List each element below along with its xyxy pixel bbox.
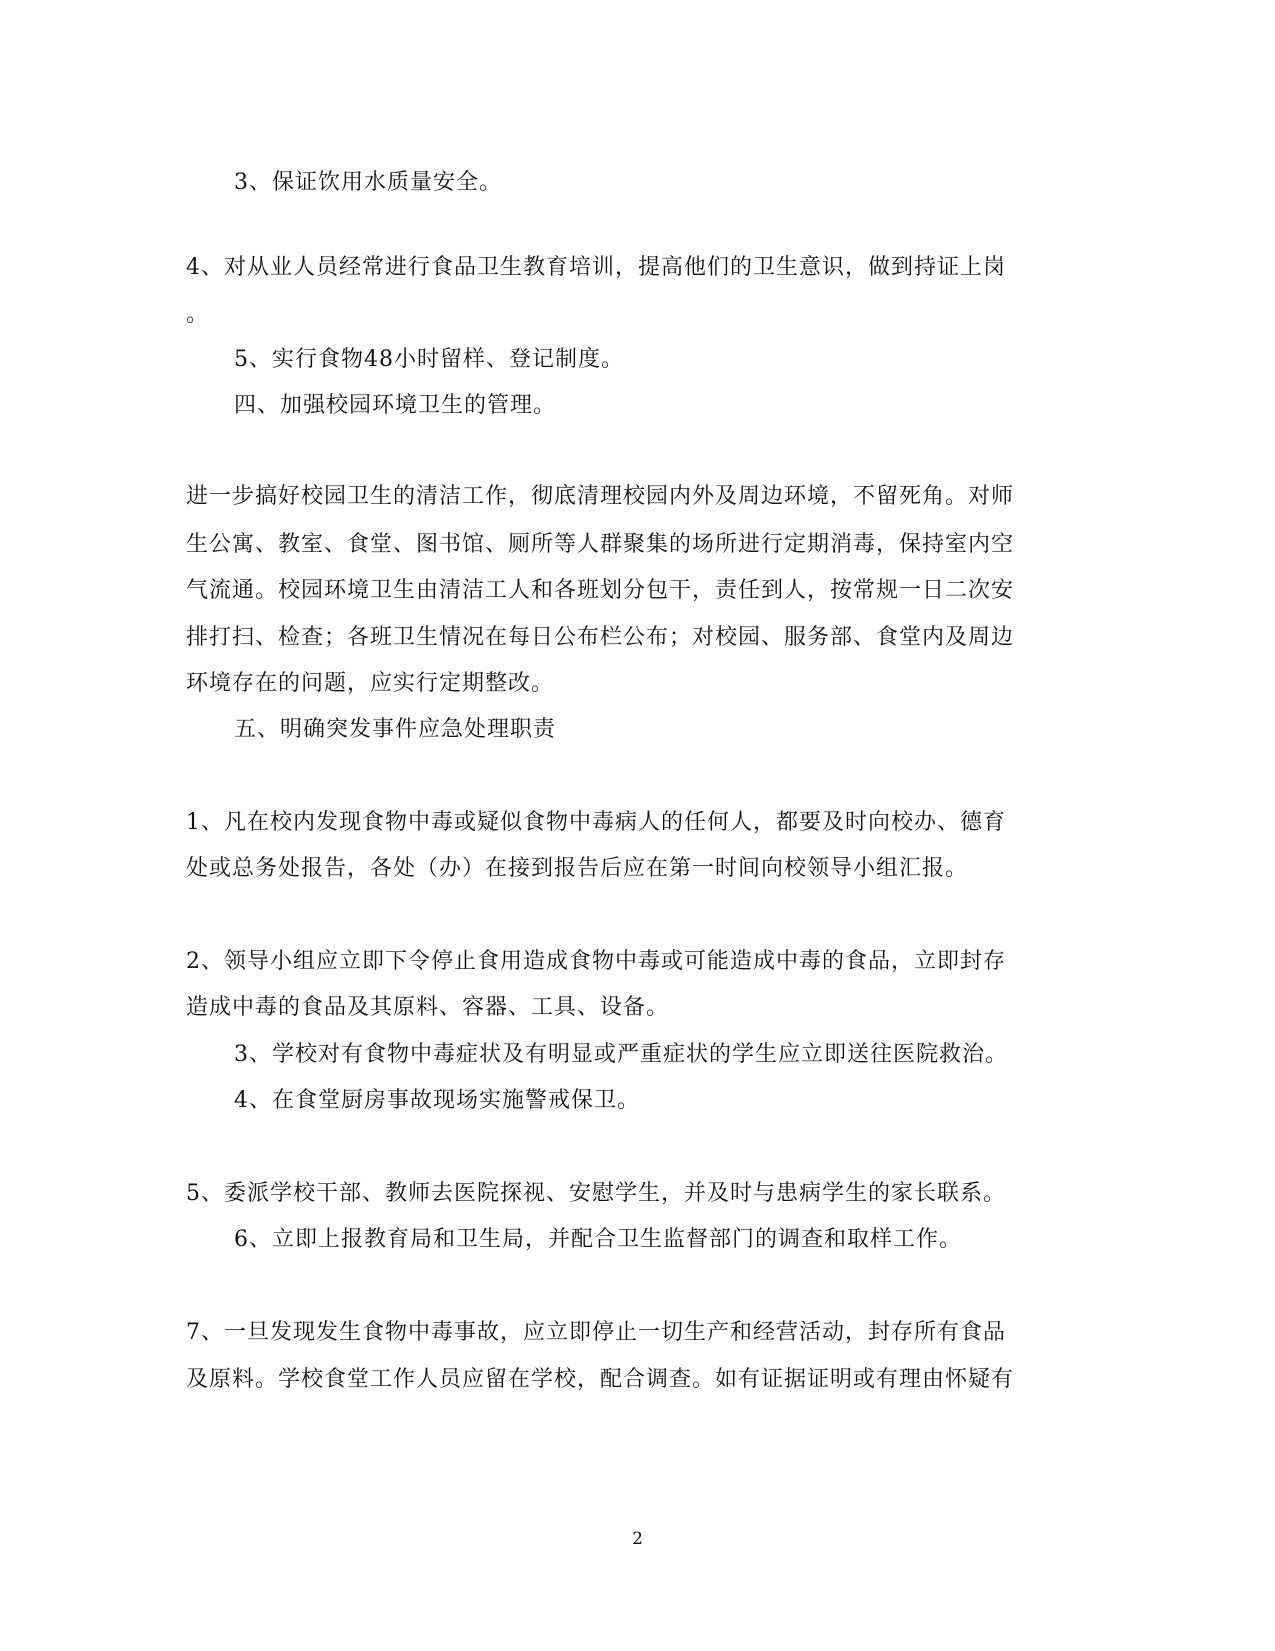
text-line-8: 气流通。校园环境卫生由清洁工人和各班划分包干，责任到人，按常规一日二次安: [186, 578, 1015, 603]
text-line-18: 5、委派学校干部、教师去医院探视、安慰学生，并及时与患病学生的家长联系。: [186, 1181, 1006, 1206]
text-line-20: 7、一旦发现发生食物中毒事故，应立即停止一切生产和经营活动，封存所有食品: [186, 1320, 1006, 1345]
text-line-14: 2、领导小组应立即下令停止食用造成食物中毒或可能造成中毒的食品，立即封存: [186, 949, 1006, 974]
text-line-10: 环境存在的问题，应实行定期整改。: [186, 671, 555, 696]
text-line-4: 5、实行食物48小时留样、登记制度。: [234, 347, 624, 372]
text-line-16: 3、学校对有食物中毒症状及有明显或严重症状的学生应立即送往医院救治。: [234, 1042, 1008, 1067]
text-line-6: 进一步搞好校园卫生的清洁工作，彻底清理校园内外及周边环境，不留死角。对师: [186, 484, 1015, 509]
text-line-7: 生公寓、教室、食堂、图书馆、厕所等人群聚集的场所进行定期消毒，保持室内空: [186, 532, 1015, 557]
text-line-1: 3、保证饮用水质量安全。: [234, 170, 502, 195]
text-line-3: 。: [186, 302, 210, 327]
text-line-11: 五、明确突发事件应急处理职责: [234, 717, 557, 742]
page-number: 2: [632, 1529, 643, 1549]
text-line-2: 4、对从业人员经常进行食品卫生教育培训，提高他们的卫生意识，做到持证上岗: [186, 255, 1006, 280]
text-line-13: 处或总务处报告，各处（办）在接到报告后应在第一时间向校领导小组汇报。: [186, 856, 969, 881]
text-line-21: 及原料。学校食堂工作人员应留在学校，配合调查。如有证据证明或有理由怀疑有: [186, 1367, 1015, 1392]
text-line-15: 造成中毒的食品及其原料、容器、工具、设备。: [186, 995, 670, 1020]
text-line-9: 排打扫、检查；各班卫生情况在每日公布栏公布；对校园、服务部、食堂内及周边: [186, 625, 1015, 650]
text-line-5: 四、加强校园环境卫生的管理。: [234, 393, 557, 418]
text-line-17: 4、在食堂厨房事故现场实施警戒保卫。: [234, 1088, 640, 1113]
text-line-19: 6、立即上报教育局和卫生局，并配合卫生监督部门的调查和取样工作。: [234, 1227, 962, 1252]
text-line-12: 1、凡在校内发现食物中毒或疑似食物中毒病人的任何人，都要及时向校办、德育: [186, 810, 1006, 835]
